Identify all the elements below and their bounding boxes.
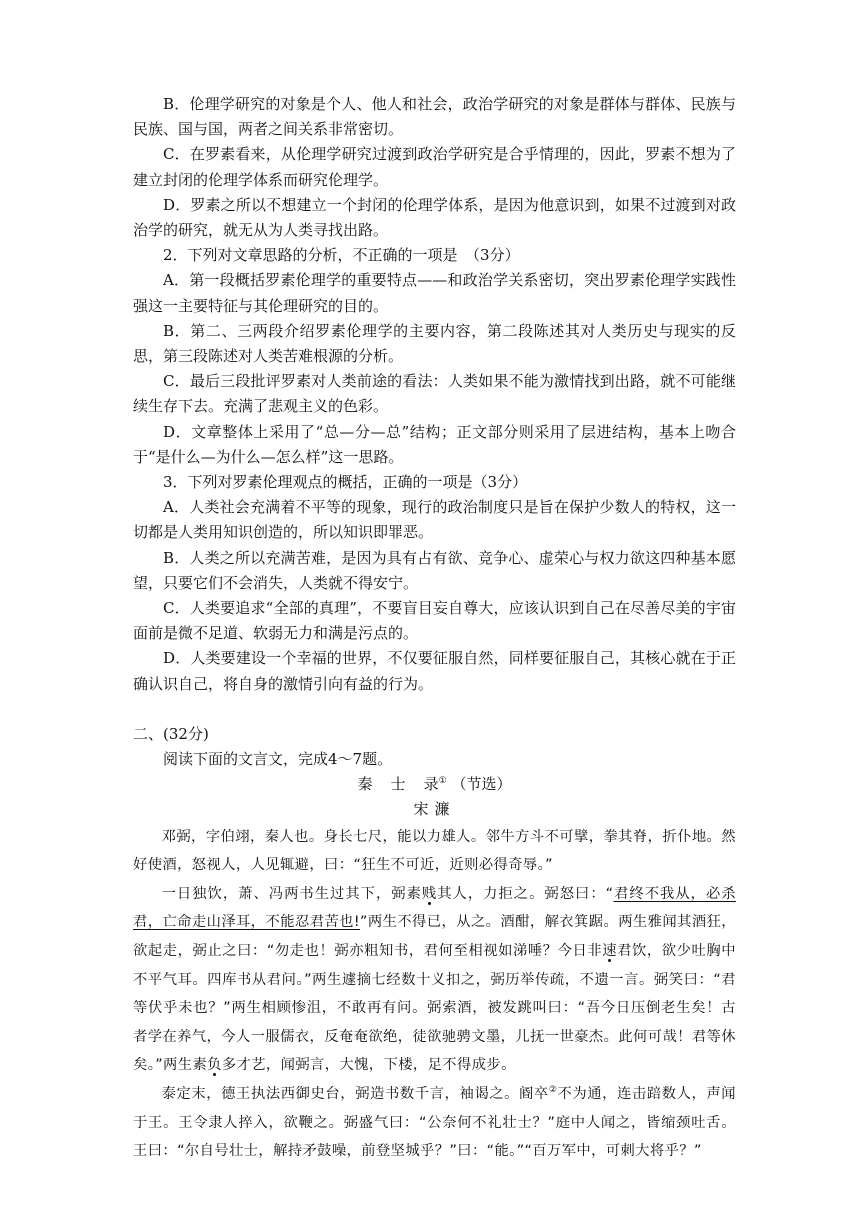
section-instruction: 阅读下面的文言文，完成4～7题。 — [163, 750, 393, 769]
title-char-2: 士 — [390, 775, 406, 794]
passage-title — [133, 772, 736, 797]
passage-author: 宋濂 — [413, 800, 456, 819]
passage-paragraph-2 — [133, 880, 736, 1080]
dotted-char-jian: 贱 — [421, 885, 438, 902]
q2-option-d: D．文章整体上采用了“总—分—总”结构；正文部分则采用了层进结构，基本上吻合于“是什么—为什么—怎么样”这一思路。 — [133, 422, 736, 466]
dotted-char-su: 速 — [602, 943, 618, 960]
title-char-1: 秦 — [357, 775, 373, 794]
q2-option-a: A．第一段概括罗素伦理学的重要特点——和政治学关系密切，突出罗素伦理学实践性强这一主要特征与其伦理研究的目的。 — [133, 271, 736, 315]
q1-option-b: B．伦理学研究的对象是个人、他人和社会，政治学研究的对象是群体与群体、民族与民族、国与国，两者之间关系非常密切。 — [133, 95, 736, 139]
q3-option-c: C．人类要追求“全部的真理”，不要盲目妄自尊大，应该认识到自己在尽善尽美的宇宙面前是微不足道、软弱无力和满是污点的。 — [133, 599, 736, 643]
p2-text-4: 君饮，欲少吐胸中不平气耳。四库书从君问。”两生遽摘七经数十义扣之，弼历举传疏，不遗一言。弼笑曰：“君等伏乎未也？”两生相顾惨沮，不敢再有问。弼索酒，被发跳叫曰：“吾今日压倒老生矣！古者学在养气，今人一服儒衣，反奄奄欲绝，徒欲驰骋文墨，儿抚一世豪杰。此何可哉！君等休矣。”两生素 — [133, 943, 736, 1074]
q1-option-c: C．在罗素看来，从伦理学研究过渡到政治学研究是合乎情理的，因此，罗素不想为了建立封闭的伦理学体系而研究伦理学。 — [133, 145, 736, 189]
q2-stem: 2．下列对文章思路的分析，不正确的一项是 （3分） — [163, 246, 520, 265]
title-char-3: 录 — [423, 775, 439, 794]
p2-text-5: 多才艺，闻弼言，大愧，下楼，足不得成步。 — [221, 1057, 516, 1074]
q3-option-d: D．人类要建设一个幸福的世界，不仅要征服自然，同样要征服自己，其核心就在于正确认识自己，将自身的激情引向有益的行为。 — [133, 649, 736, 693]
q3-option-a: A．人类社会充满着不平等的现象，现行的政治制度只是旨在保护少数人的特权，这一切都是人类用知识创造的，所以知识即罪恶。 — [133, 498, 736, 542]
p2-text-2: 其人，力拒之。弼怒曰：“ — [437, 885, 614, 902]
q2-option-b: B．第二、三两段介绍罗素伦理学的主要内容，第二段陈述其对人类历史与现实的反思，第三段陈述对人类苦难根源的分析。 — [133, 321, 736, 366]
p2-text-1: 一日独饮，萧、冯两书生过其下，弼素 — [161, 885, 422, 902]
q1-option-d: D．罗素之所以不想建立一个封闭的伦理学体系，是因为他意识到，如果不过渡到对政治学的研究，就无从为人类寻找出路。 — [133, 195, 736, 240]
passage-paragraph-3 — [133, 1080, 736, 1166]
dotted-char-fu: 负 — [207, 1057, 222, 1074]
passage-paragraph-1: 邓弼，字伯翊，秦人也。身长七尺，能以力雄人。邻牛方斗不可擘，拳其脊，折仆地。然好使酒，怒视人，人见辄避，曰：“狂生不可近，近则必得奇辱。” — [133, 828, 736, 874]
q2-option-c: C．最后三段批评罗素对人类前途的看法：人类如果不能为激情找到出路，就不可能继续生存下去。充满了悲观主义的色彩。 — [133, 372, 736, 416]
title-note: （节选） — [451, 775, 512, 794]
title-footnote-mark: ① — [438, 776, 447, 787]
q3-option-b: B．人类之所以充满苦难，是因为具有占有欲、竞争心、虚荣心与权力欲这四种基本愿望，只要它们不会消失，人类就不得安宁。 — [133, 548, 736, 592]
footnote-mark-2: ② — [548, 1085, 558, 1096]
p3-text-1: 泰定末，德王执法西御史台，弼造书数千言，袖谒之。阍卒 — [161, 1086, 549, 1103]
p2-text-3: ”两生不得已，从之。酒酣，解衣箕踞。两生雅闻其酒狂，欲起走，弼止之曰：“勿走也！弼亦粗知书，君何至相视如涕唾？今日非 — [133, 914, 736, 960]
section-gap — [133, 697, 736, 722]
page-content — [133, 92, 736, 1166]
section-heading: 二、(32分) — [133, 724, 209, 743]
underlined-sentence: 君终不我从，必杀君，亡命走山泽耳，不能忍君苦也! — [133, 885, 736, 931]
p3-text-2: 不为通，连击踣数人，声闻于王。王令隶人捽入，欲鞭之。弼盛气曰：“公奈何不礼壮士？”庭中人闻之，皆缩颈吐舌。王曰：“尔自号壮士，解持矛鼓噪，前登坚城乎？”曰：“能。”“百万军中，可刺大将乎？” — [133, 1086, 736, 1160]
q3-stem: 3．下列对罗素伦理观点的概括，正确的一项是（3分） — [163, 473, 528, 492]
